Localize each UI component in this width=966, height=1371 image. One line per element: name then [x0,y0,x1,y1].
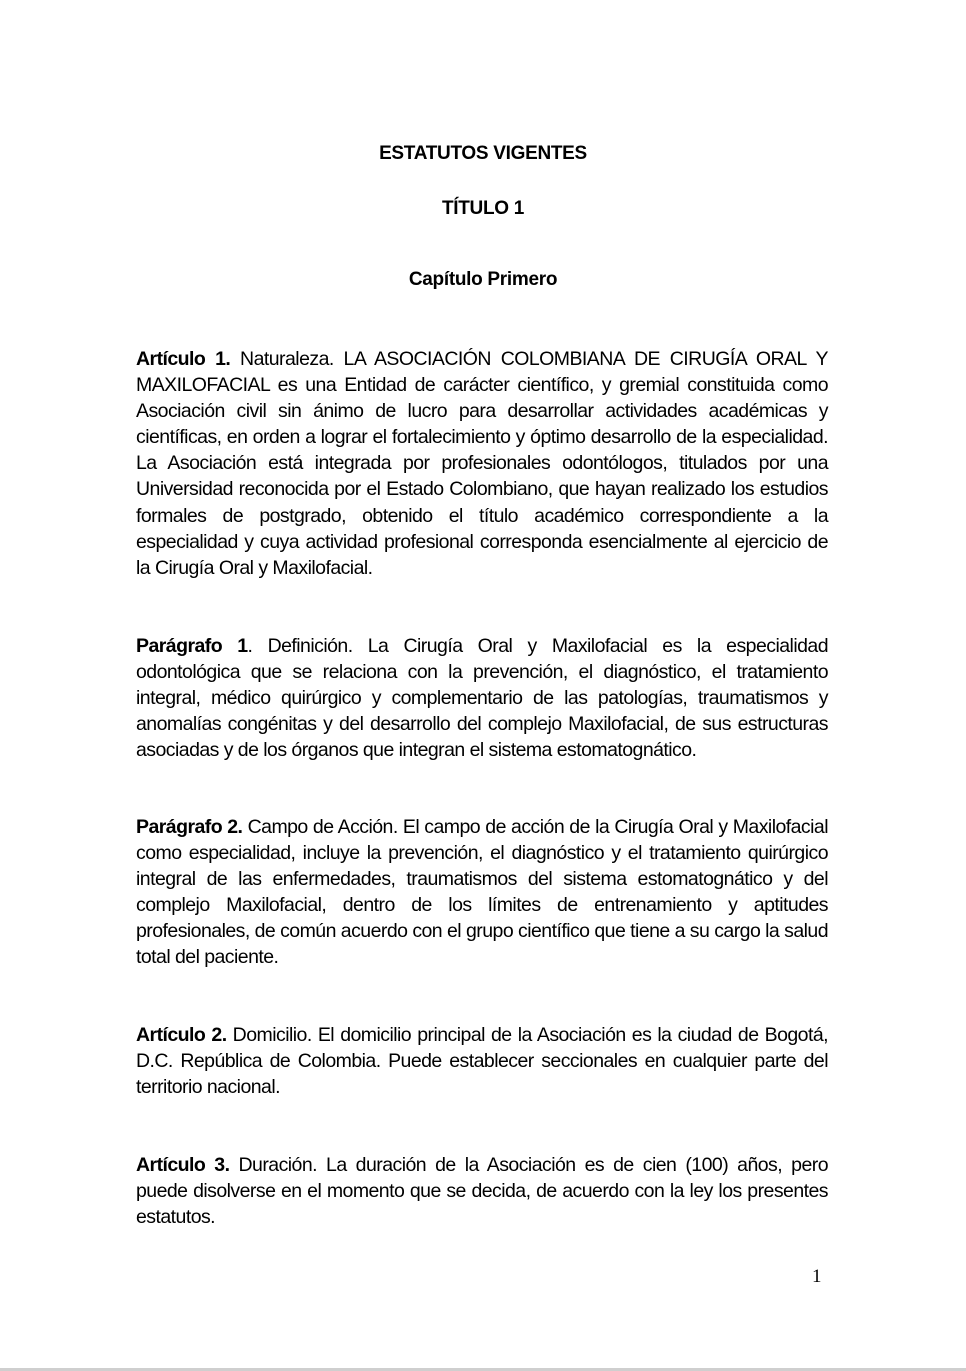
page-number: 1 [812,1266,822,1287]
document-title: ESTATUTOS VIGENTES [379,143,587,164]
section-text: Domicilio. El domicilio principal de la Asociación es la ciudad de Bogotá, D.C. República de Colombia. Puede establecer seccionales en cualquier parte del territorio nacional. [136,1024,828,1099]
section-text: Campo de Acción. El campo de acción de la Cirugía Oral y Maxilofacial como especialidad, incluye la prevención, el diagnóstico y el tratamiento quirúrgico integral de las enfermedades, traumatismos del sistema estomatognático y del complejo Maxilofacial, dentro de los límites de entrenamiento y aptitudes profesionales, de común acuerdo con el grupo científico que tiene a su cargo la salud total del paciente. [136,816,828,969]
titulo-heading: TÍTULO 1 [441,198,525,219]
section-label: Artículo 1. [136,348,231,370]
articulo-2 [136,1022,828,1100]
section-text: Naturaleza. LA ASOCIACIÓN COLOMBIANA DE CIRUGÍA ORAL Y MAXILOFACIAL es una Entidad de carácter científico, y gremial constituida como Asociación civil sin ánimo de lucro para desarrollar actividades académicas y científicas, en orden a lograr el fortalecimiento y óptimo desarrollo de la especialidad. La Asociación está integrada por profesionales odontólogos, titulados por una Universidad reconocida por el Estado Colombiano, que hayan realizado los estudios formales de postgrado, obtenido el título académico correspondiente a la especialidad y cuya actividad profesional corresponda esencialmente al ejercicio de la Cirugía Oral y Maxilofacial. [136,348,828,579]
articulo-1 [136,346,828,581]
capitulo-heading: Capítulo Primero [408,269,558,290]
paragrafo-2 [136,814,828,971]
section-label: Artículo 2. [136,1024,227,1046]
section-text: . Definición. La Cirugía Oral y Maxilofacial es la especialidad odontológica que se relaciona con la prevención, el diagnóstico, el tratamiento integral, médico quirúrgico y complementario de las patologías, traumatismos y anomalías congénitas y del desarrollo del complejo Maxilofacial, de sus estructuras asociadas y de los órganos que integran el sistema estomatognático. [136,635,828,762]
articulo-3 [136,1152,828,1230]
paragrafo-1 [136,633,828,763]
section-label: Parágrafo 2. [136,816,243,838]
section-text: Duración. La duración de la Asociación es de cien (100) años, pero puede disolverse en el momento que se decida, de acuerdo con la ley los presentes estatutos. [136,1154,828,1229]
section-label: Parágrafo 1 [136,635,248,657]
section-label: Artículo 3. [136,1154,230,1176]
